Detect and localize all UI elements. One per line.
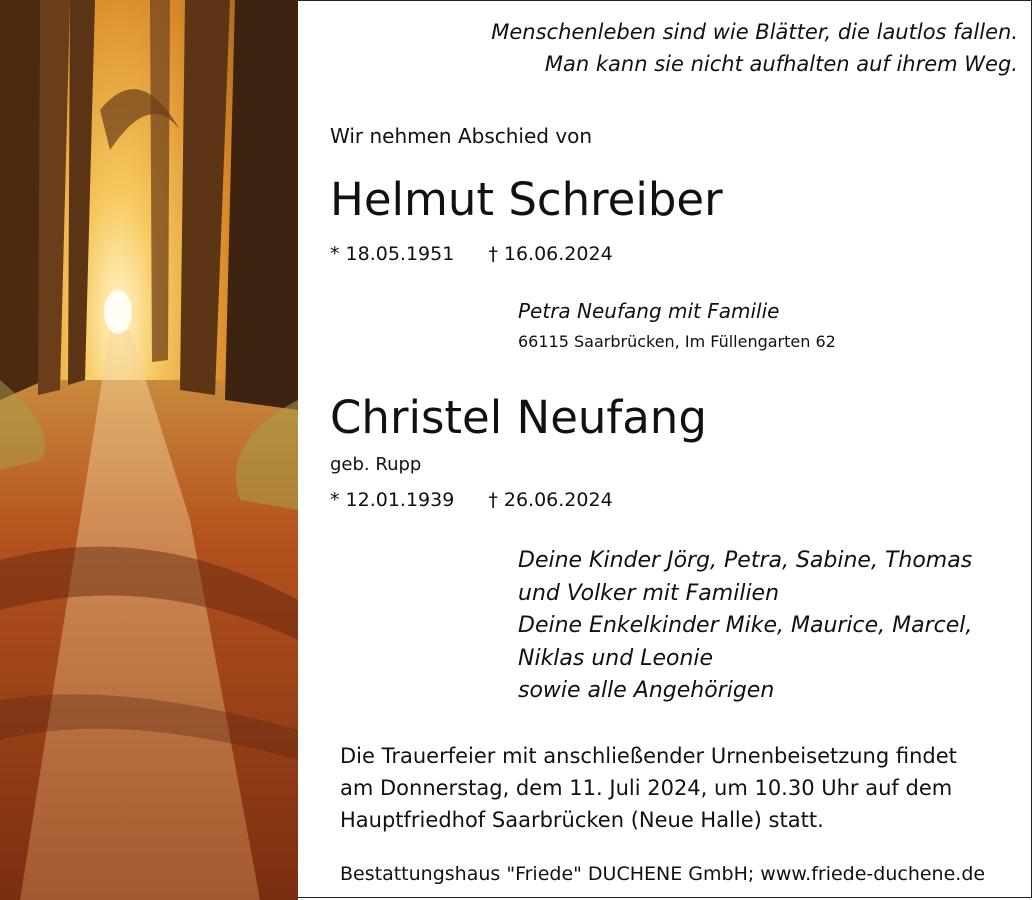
deceased-name-1: Helmut Schreiber bbox=[330, 173, 723, 226]
mourners-line: Niklas und Leonie bbox=[518, 645, 714, 671]
service-line: am Donnerstag, dem 11. Juli 2024, um 10.30 Uhr auf dem bbox=[340, 776, 953, 800]
birth-name-2: geb. Rupp bbox=[330, 454, 422, 475]
intro-text: Wir nehmen Abschied von bbox=[330, 124, 593, 148]
service-line: Hauptfriedhof Saarbrücken (Neue Halle) statt. bbox=[340, 808, 824, 832]
mourners-list-2 bbox=[518, 545, 972, 708]
deceased-dates-2 bbox=[330, 489, 613, 511]
death-date-2: † 26.06.2024 bbox=[488, 489, 613, 511]
mourner-name-1: Petra Neufang mit Familie bbox=[518, 299, 780, 323]
mourners-line: Deine Kinder Jörg, Petra, Sabine, Thomas bbox=[518, 548, 973, 573]
birth-date-2: * 12.01.1939 bbox=[330, 489, 455, 511]
mourners-line: sowie alle Angehörigen bbox=[518, 678, 775, 703]
funeral-service-info bbox=[340, 740, 957, 836]
service-line: Die Trauerfeier mit anschließender Urnenbeisetzung findet bbox=[340, 744, 957, 768]
deceased-dates-1 bbox=[330, 243, 613, 265]
birth-date-1: * 18.05.1951 bbox=[330, 243, 455, 265]
motto-line-2: Man kann sie nicht aufhalten auf ihrem Weg. bbox=[544, 52, 1018, 76]
deceased-name-2: Christel Neufang bbox=[330, 391, 707, 444]
motto-quote bbox=[378, 16, 1018, 80]
mourners-line: und Volker mit Familien bbox=[518, 580, 780, 606]
forest-path-illustration bbox=[0, 0, 298, 900]
death-date-1: † 16.06.2024 bbox=[488, 243, 613, 265]
motto-line-1: Menschenleben sind wie Blätter, die lautlos fallen. bbox=[491, 20, 1018, 44]
mourners-line: Deine Enkelkinder Mike, Maurice, Marcel, bbox=[518, 613, 973, 638]
autumn-forest-path-photo bbox=[0, 0, 298, 900]
funeral-home-footer: Bestattungshaus "Friede" DUCHENE GmbH; www.friede-duchene.de bbox=[340, 863, 986, 885]
mourner-address-1: 66115 Saarbrücken, Im Füllengarten 62 bbox=[518, 332, 836, 351]
